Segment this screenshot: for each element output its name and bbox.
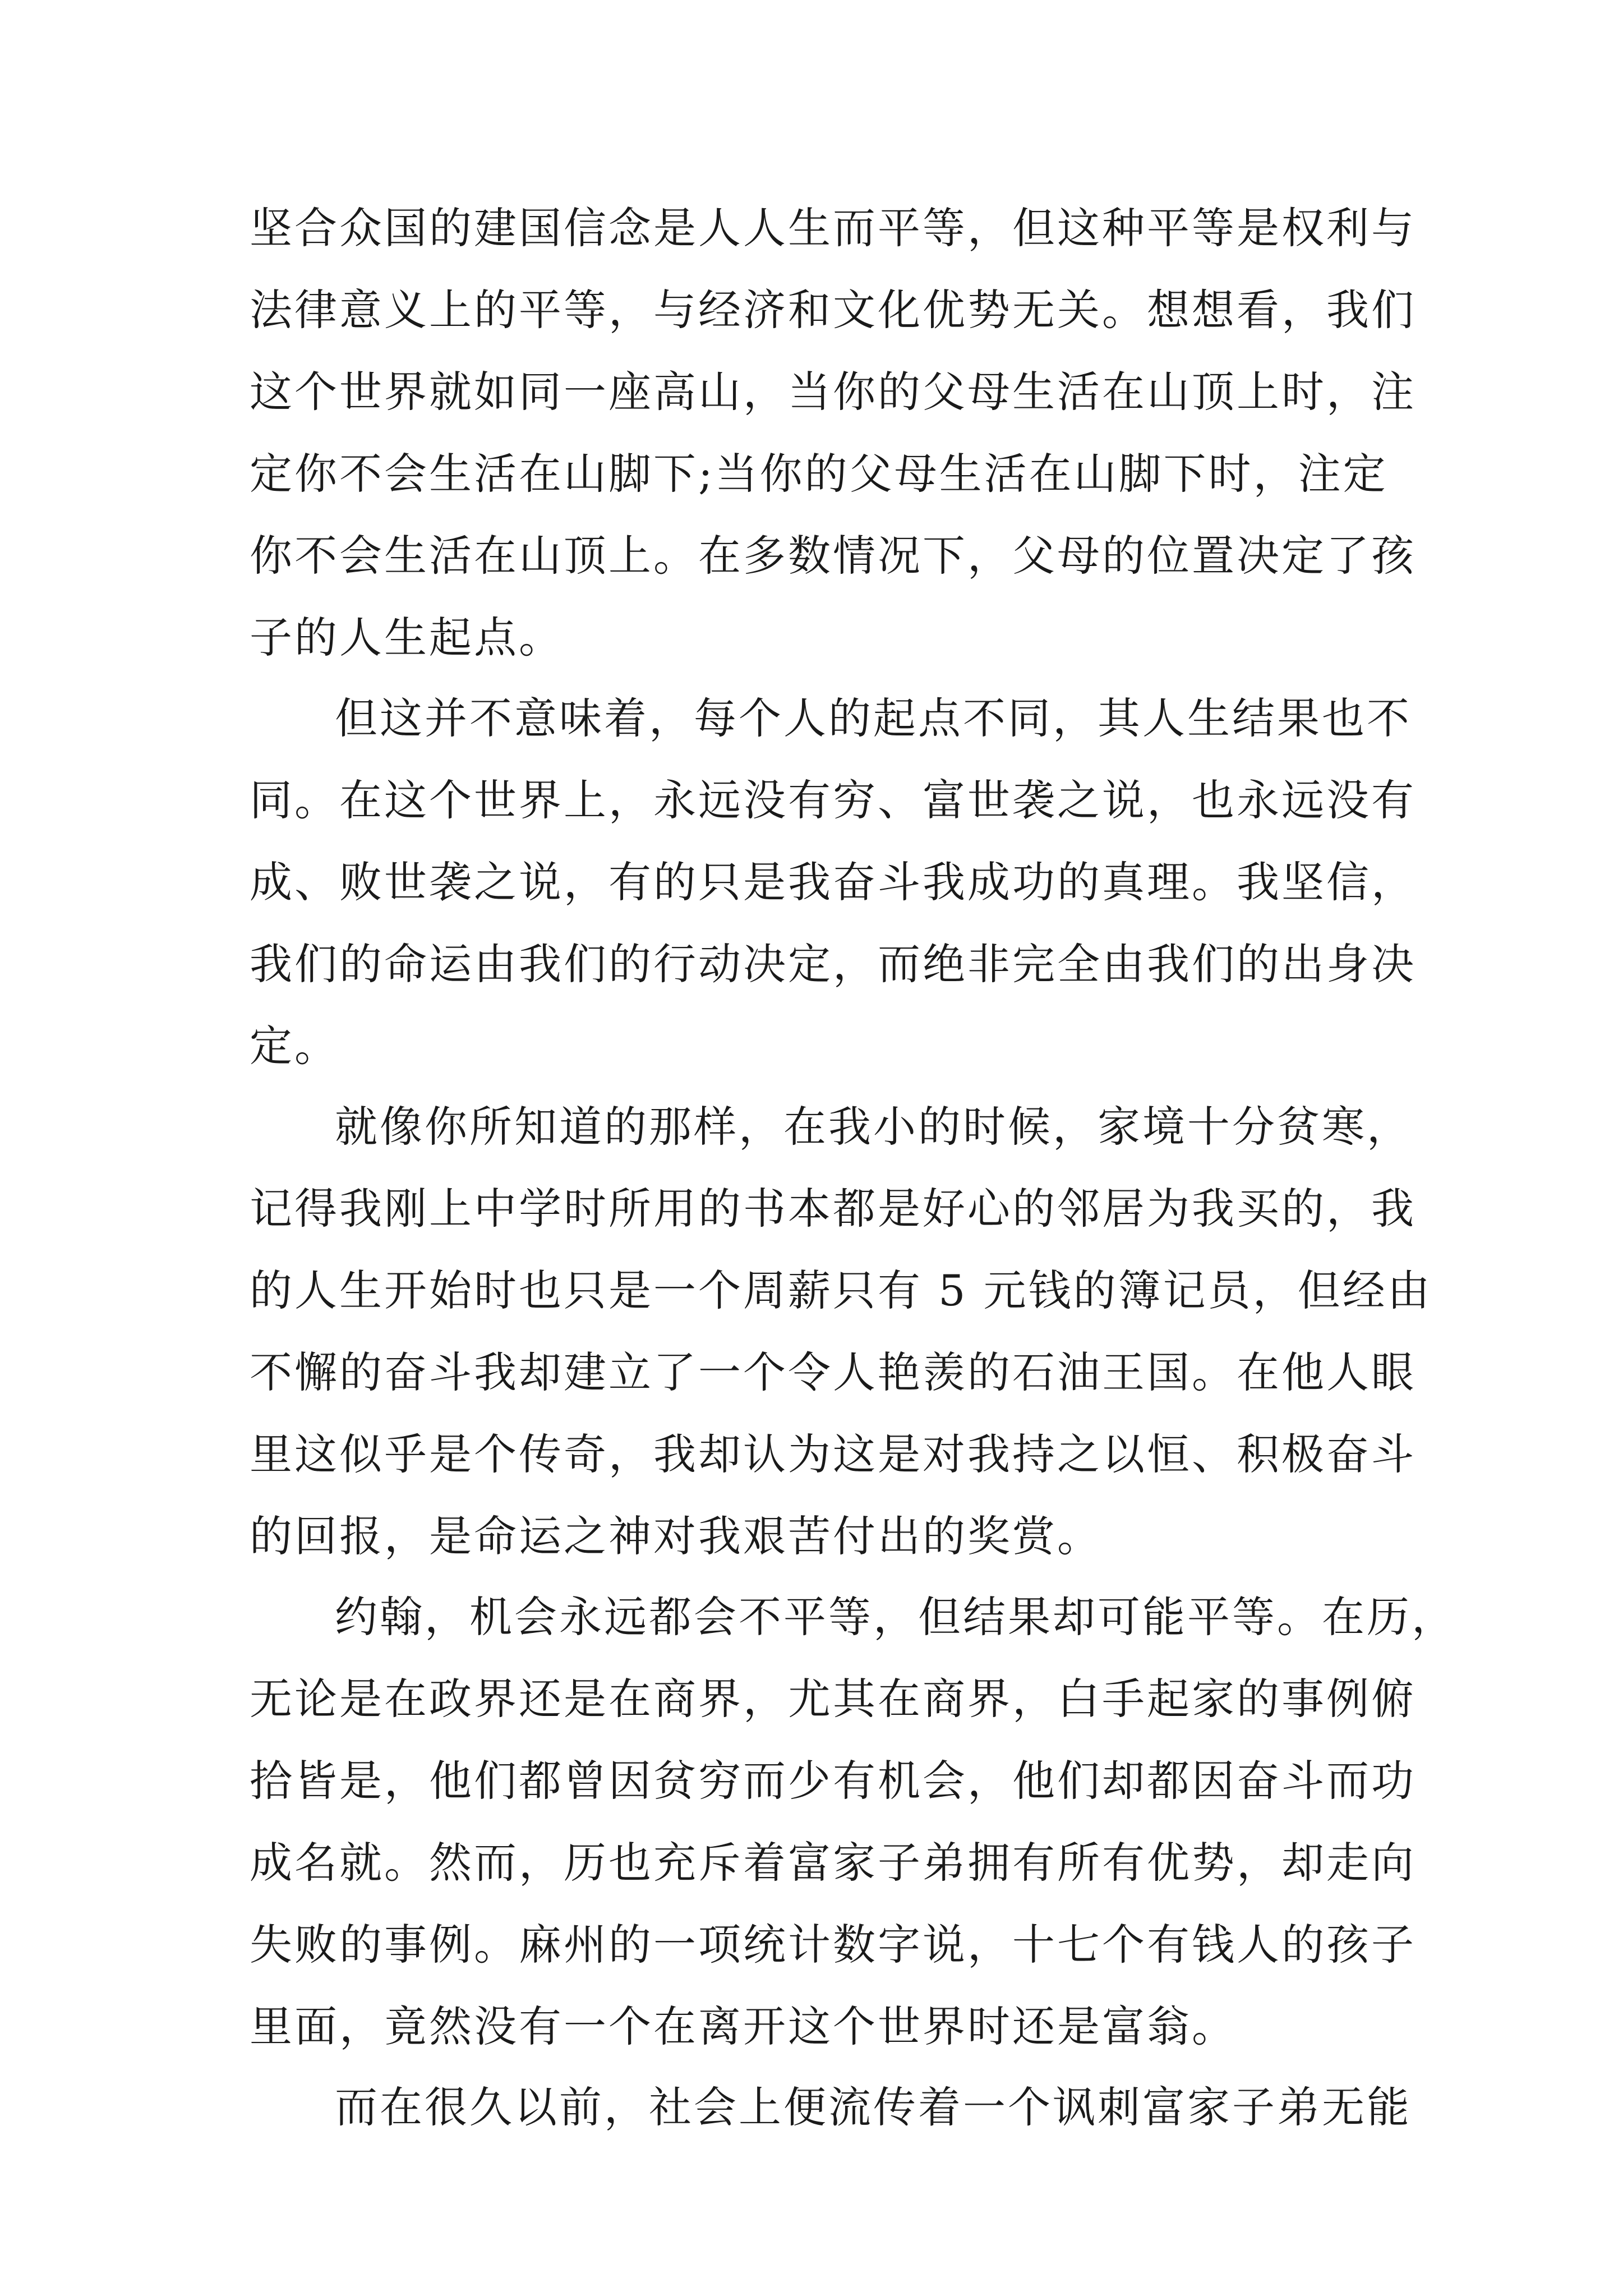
text-line: 但这并不意味着，每个人的起点不同，其人生结果也不 [335,693,1412,743]
text-line: 成名就。然而，历也充斥着富家子弟拥有所有优势，却走向 [250,1838,1416,1888]
text-line: 里这似乎是个传奇，我却认为这是对我持之以恒、积极奋斗 [250,1429,1416,1479]
text-line: 子的人生起点。 [250,613,564,662]
text-line: 记得我刚上中学时所用的书本都是好心的邻居为我买的，我 [250,1184,1416,1234]
text-line: 坚合众国的建国信念是人人生而平等，但这种平等是权利与 [250,203,1416,253]
text-line: 你不会生活在山顶上。在多数情况下，父母的位置决定了孩 [250,531,1416,581]
text-line: 不懈的奋斗我却建立了一个令人艳羡的石油王国。在他人眼 [250,1347,1416,1397]
text-line: 这个世界就如同一座高山，当你的父母生活在山顶上时，注 [250,367,1416,417]
text-line: 拾皆是，他们都曾因贫穷而少有机会，他们却都因奋斗而功 [250,1756,1416,1806]
paragraph [250,1101,1432,1563]
text-line: 里面，竟然没有一个在离开这个世界时还是富翁。 [250,2001,1237,2051]
text-line: 无论是在政界还是在商界，尤其在商界，白手起家的事例俯 [250,1674,1416,1724]
text-line: 成、败世袭之说，有的只是我奋斗我成功的真理。我坚信， [250,857,1416,907]
text-line: 同。在这个世界上，永远没有穷、富世袭之说，也永远没有 [250,775,1416,825]
text-line: 我们的命运由我们的行动决定，而绝非完全由我们的出身决 [250,939,1416,989]
text-line: 定你不会生活在山脚下;当你的父母生活在山脚下时，注定 [250,449,1388,499]
body-text [250,202,1456,2163]
text-line: 法律意义上的平等，与经济和文化优势无关。想想看，我们 [250,285,1416,335]
text-line: 定。 [250,1021,339,1071]
text-line: 失败的事例。麻州的一项统计数字说，十七个有钱人的孩子 [250,1920,1416,1970]
text-line: 就像你所知道的那样，在我小的时候，家境十分贫寒， [335,1102,1412,1152]
text-line: 的回报，是命运之神对我艰苦付出的奖赏。 [250,1511,1102,1561]
text-line: 的人生开始时也只是一个周薪只有 5 元钱的簿记员，但经由 [250,1266,1432,1315]
paragraph [250,2081,1412,2134]
paragraph [250,692,1416,1073]
paragraph [250,1591,1456,2053]
paragraph [250,202,1416,664]
text-line: 而在很久以前，社会上便流传着一个讽刺富家子弟无能 [335,2082,1412,2132]
text-line: 约翰，机会永远都会不平等，但结果却可能平等。在历， [335,1592,1456,1642]
